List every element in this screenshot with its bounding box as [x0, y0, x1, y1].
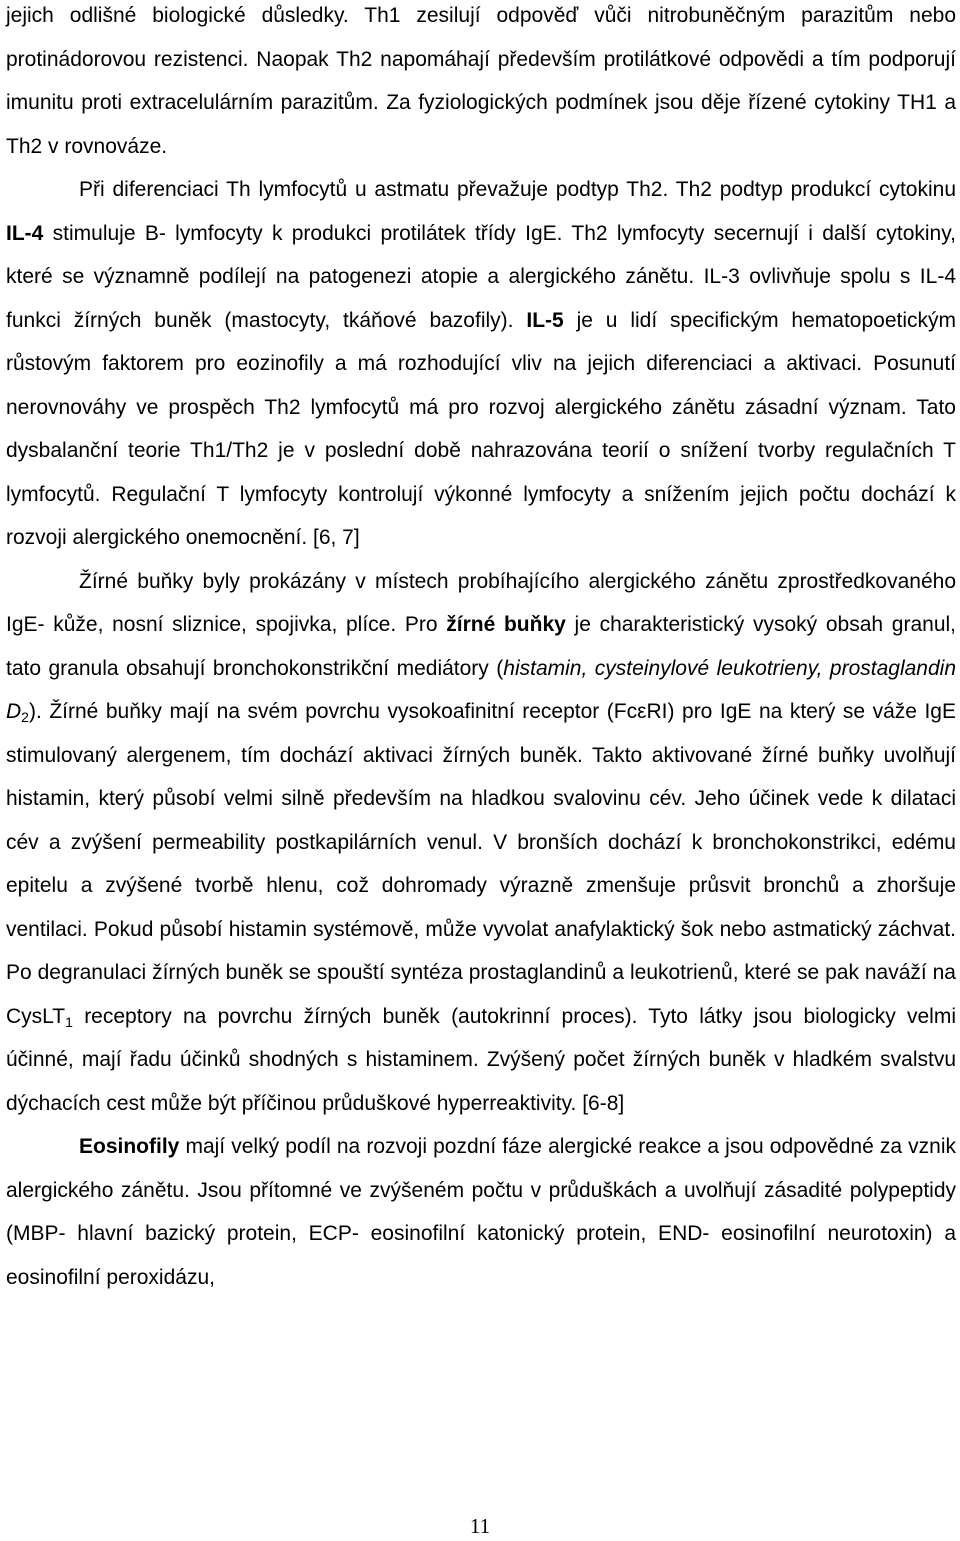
document-body: [6, 0, 956, 1299]
bold-term: IL-5: [526, 308, 564, 332]
text-segment: receptory na povrchu žírných buněk (autokrinní proces). Tyto látky jsou biologicky velmi účinné, mají řadu účinků shodných s histaminem. Zvýšený počet žírných buněk v hladkém svalstvu dýchacích cest může být příčinou průduškové hyperreaktivity. [6-8]: [6, 1004, 956, 1115]
paragraph-4: [6, 1125, 956, 1299]
text-segment: jejich odlišné biologické důsledky. Th1 zesilují odpověď vůči nitrobuněčným parazitům nebo protinádorovou rezistenci. Naopak Th2 napomáhají především protilátkové odpovědi a tím podporují imunitu proti extracelulárním parazitům. Za fyziologických podmínek jsou děje řízené cytokiny TH1 a Th2 v rovnováze.: [6, 4, 956, 158]
paragraph-2: [6, 168, 956, 560]
page-number: 11: [469, 1514, 491, 1538]
text-segment: je charakteristický vysoký obsah granul, tato granula obsahují bronchokonstrikční mediátory (: [6, 613, 956, 680]
text-segment: ). Žírné buňky mají na svém povrchu vysokoafinitní receptor (FcεRI) pro IgE na který se váže IgE stimulovaný alergenem, tím dochází aktivaci žírných buněk. Takto aktivované žírné buňky uvolňují histamin, který působí velmi silně především na hladkou svalovinu cév. Jeho účinek vede k dilataci cév a zvýšení permeability postkapilárních venul. V bronších dochází k bronchokonstrikci, edému epitelu a zvýšené tvorbě hlenu, což dohromady výrazně zmenšuje průsvit bronchů a zhoršuje ventilaci. Pokud působí histamin systémově, může vyvolat anafylaktický šok nebo astmatický záchvat. Po degranulaci žírných buněk se spouští syntéza prostaglandinů a leukotrienů, které se pak naváží na CysLT: [6, 700, 956, 1028]
subscript: 1: [65, 1013, 73, 1030]
text-segment: Žírné buňky byly prokázány v místech probíhajícího alergického zánětu zprostředkovaného IgE- kůže, nosní sliznice, spojivka, plíce. Pro: [6, 569, 956, 636]
italic-text: histamin, cysteinylové leukotrieny, prostaglandin D: [6, 656, 956, 723]
paragraph-1: [6, 0, 956, 168]
text-segment: stimuluje B- lymfocyty k produkci protilátek třídy IgE. Th2 lymfocyty secernují i další cytokiny, které se významně podílejí na patogenezi atopie a alergického zánětu. IL-3 ovlivňuje spolu s IL-4 funkci žírných buněk (mastocyty, tkáňové bazofily).: [6, 221, 956, 332]
subscript: 2: [21, 709, 29, 725]
bold-term: žírné buňky: [446, 613, 566, 636]
bold-term: IL-4: [6, 221, 44, 245]
bold-term: Eosinofily: [79, 1135, 180, 1158]
text-segment: mají velký podíl na rozvoji pozdní fáze alergické reakce a jsou odpovědné za vznik alergického zánětu. Jsou přítomné ve zvýšeném počtu v průduškách a uvolňují zásadité polypeptidy (MBP- hlavní bazický protein, ECP- eosinofilní katonický protein, END- eosinofilní neurotoxin) a eosinofilní peroxidázu,: [6, 1135, 956, 1289]
paragraph-3: [6, 560, 956, 1126]
text-segment: Při diferenciaci Th lymfocytů u astmatu převažuje podtyp Th2. Th2 podtyp produkcí cytokinu: [79, 178, 956, 201]
text-segment: je u lidí specifickým hematopoetickým růstovým faktorem pro eozinofily a má rozhodující vliv na jejich diferenciaci a aktivaci. Posunutí nerovnováhy ve prospěch Th2 lymfocytů má pro rozvoj alergického zánětu zásadní význam. Tato dysbalanční teorie Th1/Th2 je v poslední době nahrazována teorií o snížení tvorby regulačních T lymfocytů. Regulační T lymfocyty kontrolují výkonné lymfocyty a snížením jejich počtu dochází k rozvoji alergického onemocnění. [6, 7]: [6, 308, 957, 549]
